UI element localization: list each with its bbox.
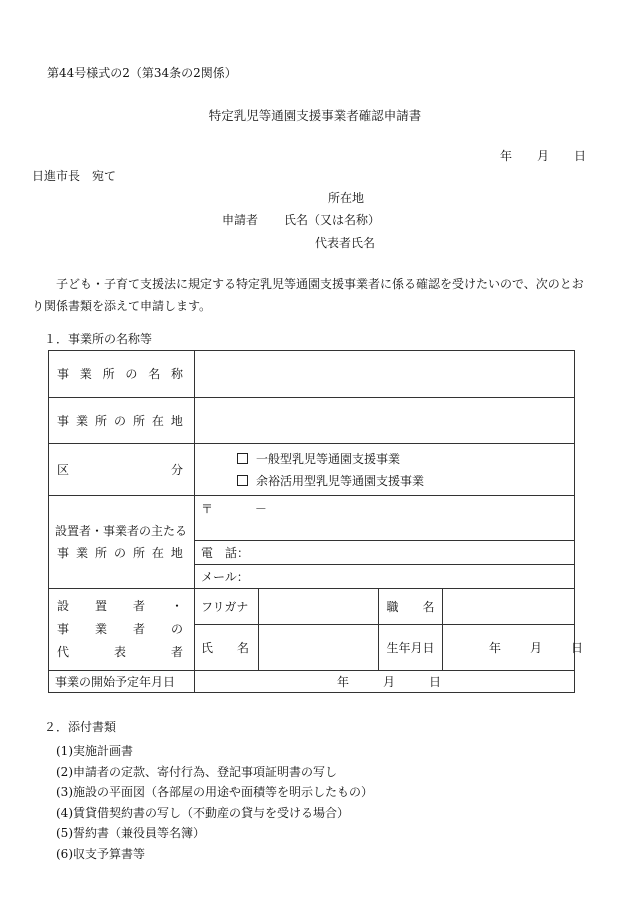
application-date bbox=[500, 148, 586, 164]
facility-name-label: 事 業 所 の 名 称 bbox=[57, 367, 183, 381]
postal-mark: 〒 bbox=[201, 502, 214, 516]
representative-label-cell bbox=[49, 589, 195, 671]
date-year-label: 年 bbox=[500, 149, 513, 163]
rep-name-label: 氏 名 bbox=[201, 640, 250, 655]
phone-label: 電 話： bbox=[201, 545, 250, 560]
list-item: (3)施設の平面図（各部屋の用途や面積等を明示したもの） bbox=[56, 785, 374, 799]
postal-dash: － bbox=[254, 502, 267, 516]
table-row bbox=[49, 351, 575, 398]
birthdate-field[interactable] bbox=[443, 625, 583, 671]
operator-address-label-cell bbox=[49, 496, 195, 589]
furigana-label-cell bbox=[195, 589, 259, 625]
checkbox-icon[interactable] bbox=[237, 453, 248, 464]
representative-label-line1: 設 置 者 ・ bbox=[57, 599, 183, 613]
email-label: メール： bbox=[201, 569, 249, 584]
category-option-surplus[interactable]: 余裕活用型乳児等通園支援事業 bbox=[201, 470, 568, 492]
category-option-general[interactable]: 一般型乳児等通園支援事業 bbox=[201, 448, 568, 470]
facility-address-label: 事 業 所 の 所 在 地 bbox=[57, 413, 183, 428]
intro-paragraph: 子ども・子育て支援法に規定する特定乳児等通園支援事業者に係る確認を受けたいので、次のとおり関係書類を添えて申請します。 bbox=[32, 277, 584, 313]
representative-name-label: 代表者氏名 bbox=[315, 236, 376, 250]
table-row bbox=[49, 589, 575, 625]
job-title-field[interactable] bbox=[443, 589, 575, 625]
facility-name-field[interactable] bbox=[195, 351, 575, 398]
section1-heading: １．事業所の名称等 bbox=[44, 332, 153, 346]
date-month-label: 月 bbox=[536, 149, 549, 163]
list-item: (1)実施計画書 bbox=[56, 744, 133, 758]
representative-label-line2: 事 業 者 の bbox=[57, 622, 183, 636]
section2-heading: ２．添付書類 bbox=[44, 720, 117, 734]
rep-name-field[interactable] bbox=[259, 625, 379, 671]
facility-address-label-cell bbox=[49, 398, 195, 444]
category-options-cell bbox=[195, 444, 575, 496]
job-title-label: 職 名 bbox=[386, 599, 435, 614]
email-field[interactable] bbox=[195, 565, 575, 589]
attachments-list bbox=[56, 741, 373, 864]
table-row bbox=[49, 444, 575, 496]
addressee: 日進市長 宛て bbox=[32, 169, 117, 183]
facility-name-label-cell bbox=[49, 351, 195, 398]
category-label: 区 分 bbox=[57, 462, 183, 477]
start-date-field[interactable] bbox=[195, 671, 575, 693]
birthdate-label-cell bbox=[379, 625, 443, 671]
start-date-parts: 年 月 日 bbox=[337, 674, 441, 689]
checkbox-icon[interactable] bbox=[237, 475, 248, 486]
form-number: 第44号様式の2（第34条の2関係） bbox=[47, 66, 237, 80]
birthdate-label: 生年月日 bbox=[386, 640, 435, 655]
start-date-label: 事業の開始予定年月日 bbox=[55, 674, 176, 689]
facility-address-field[interactable] bbox=[195, 398, 575, 444]
date-day-label: 日 bbox=[573, 149, 586, 163]
table-row bbox=[49, 671, 575, 693]
facility-info-table bbox=[48, 350, 583, 693]
furigana-label: フリガナ bbox=[201, 599, 249, 614]
applicant-address-label: 所在地 bbox=[328, 191, 365, 205]
table-row bbox=[49, 496, 575, 541]
list-item: (2)申請者の定款、寄付行為、登記事項証明書の写し bbox=[56, 764, 338, 779]
phone-field[interactable] bbox=[195, 541, 575, 565]
representative-label-line3: 代 表 者 bbox=[57, 645, 183, 659]
list-item: (4)賃貸借契約書の写し（不動産の貸与を受ける場合） bbox=[56, 805, 350, 820]
postal-code-field[interactable] bbox=[195, 496, 575, 541]
birthdate-parts: 年 月 日 bbox=[489, 640, 583, 655]
list-item: (5)誓約書（兼役員等名簿） bbox=[56, 826, 205, 840]
job-title-label-cell bbox=[379, 589, 443, 625]
applicant-name-label: 氏名（又は名称） bbox=[284, 213, 381, 227]
table-row bbox=[49, 398, 575, 444]
start-date-label-cell bbox=[49, 671, 195, 693]
rep-name-label-cell bbox=[195, 625, 259, 671]
applicant-block bbox=[222, 212, 380, 228]
category-label-cell bbox=[49, 444, 195, 496]
list-item: (6)収支予算書等 bbox=[56, 846, 145, 861]
operator-address-label-line2: 事 業 所 の 所 在 地 bbox=[57, 546, 183, 560]
operator-address-label-line1: 設置者・事業者の主たる bbox=[55, 524, 188, 538]
document-title: 特定乳児等通園支援事業者確認申請書 bbox=[208, 108, 422, 123]
applicant-label: 申請者 bbox=[222, 213, 259, 227]
furigana-field[interactable] bbox=[259, 589, 379, 625]
